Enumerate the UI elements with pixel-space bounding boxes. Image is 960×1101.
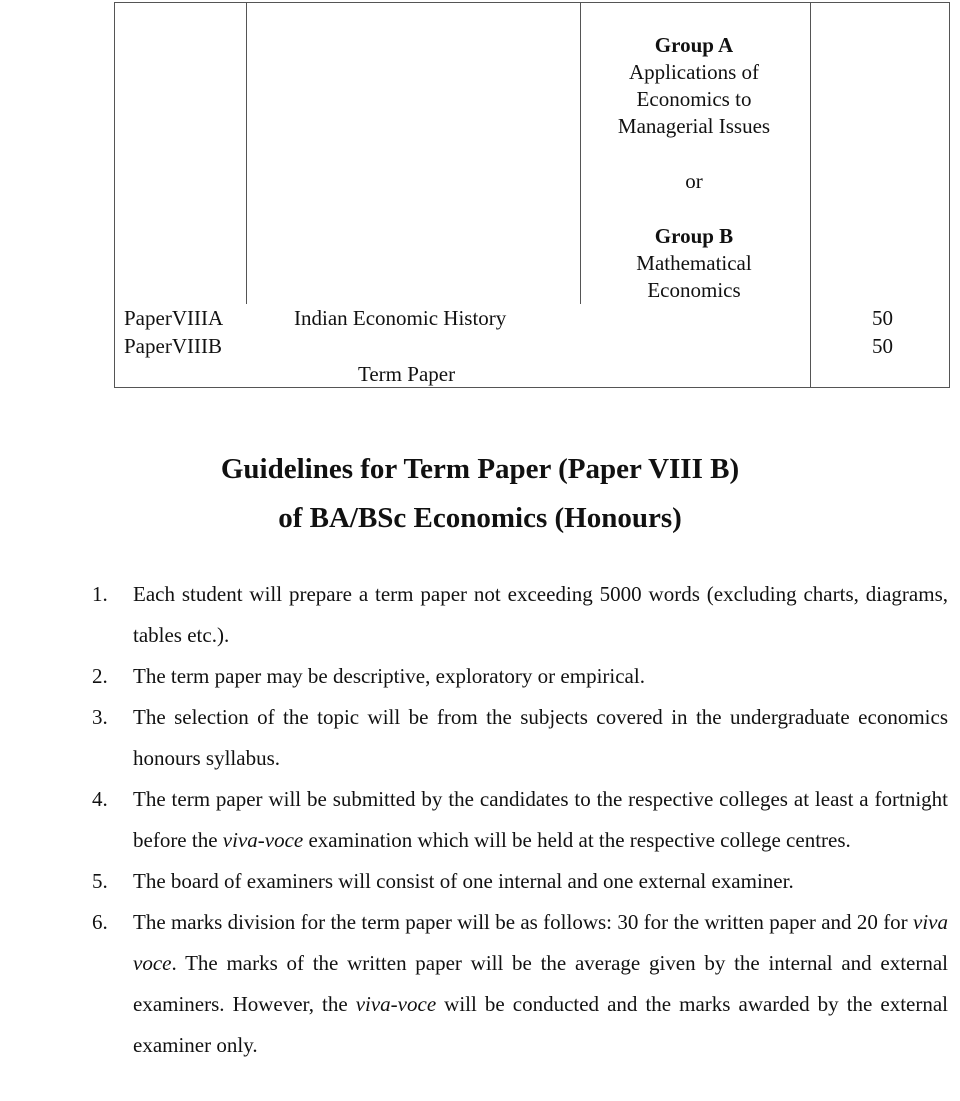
course-table [114, 2, 950, 388]
italic-term: viva voce [133, 910, 948, 975]
list-item-text: The selection of the topic will be from the subjects covered in the undergraduate economics honours syllabus. [133, 705, 948, 770]
group-a-title-line: Applications of [628, 60, 760, 84]
table-divider-3 [810, 2, 811, 388]
list-item-number: 2. [92, 664, 108, 688]
list-item-text: The term paper will be submitted by the candidates to the respective colleges at least a fortnight before the viva-voce examination which will be held at the respective college centres. [133, 787, 948, 852]
table-border-top [114, 2, 950, 3]
list-item [92, 861, 948, 902]
guidelines-list [92, 574, 948, 1066]
list-item-text: The marks division for the term paper will be as follows: 30 for the written paper and 20 for viva voce. The marks of the written paper will be the average given by the internal and external examiners. However, the viva-voce will be conducted and the marks awarded by the external examiner only. [133, 910, 949, 1057]
list-item-text: The term paper may be descriptive, exploratory or empirical. [133, 664, 645, 688]
group-b-label: Group B [654, 224, 734, 248]
table-border-bottom [114, 387, 950, 388]
list-item [92, 656, 948, 697]
italic-term: viva-voce [355, 992, 437, 1016]
list-item [92, 574, 948, 656]
list-item [92, 697, 948, 779]
list-item-text: Each student will prepare a term paper not exceeding 5000 words (excluding charts, diagrams, tables etc.). [133, 582, 948, 647]
paper-title: Term Paper [358, 362, 456, 386]
list-item-number: 3. [92, 705, 108, 729]
guidelines-title: Guidelines for Term Paper (Paper VIII B) [220, 453, 740, 485]
list-item-number: 5. [92, 869, 108, 893]
list-item-text: The board of examiners will consist of one internal and one external examiner. [133, 869, 794, 893]
list-item [92, 779, 948, 861]
paper-marks: 50 [872, 334, 893, 358]
paper-code: PaperVIIIB [124, 334, 222, 358]
paper-marks: 50 [872, 306, 893, 330]
table-divider-1 [246, 2, 247, 304]
guidelines-subtitle: of BA/BSc Economics (Honours) [278, 502, 682, 534]
list-item-number: 4. [92, 787, 108, 811]
paper-code: PaperVIIIA [124, 306, 224, 330]
table-border-right [949, 2, 950, 388]
group-b-title-line: Economics [647, 278, 741, 302]
list-item-number: 6. [92, 910, 108, 934]
list-item [92, 902, 948, 1066]
group-a-label: Group A [654, 33, 734, 57]
paper-title: Indian Economic History [294, 306, 507, 330]
or-label: or [685, 169, 703, 193]
list-item-number: 1. [92, 582, 108, 606]
group-b-title-line: Mathematical [636, 251, 752, 275]
italic-term: viva-voce [222, 828, 304, 852]
group-a-title-line: Managerial Issues [617, 114, 771, 138]
table-border-left [114, 2, 115, 388]
group-a-title-line: Economics to [636, 87, 752, 111]
elective-groups-cell [580, 32, 808, 304]
